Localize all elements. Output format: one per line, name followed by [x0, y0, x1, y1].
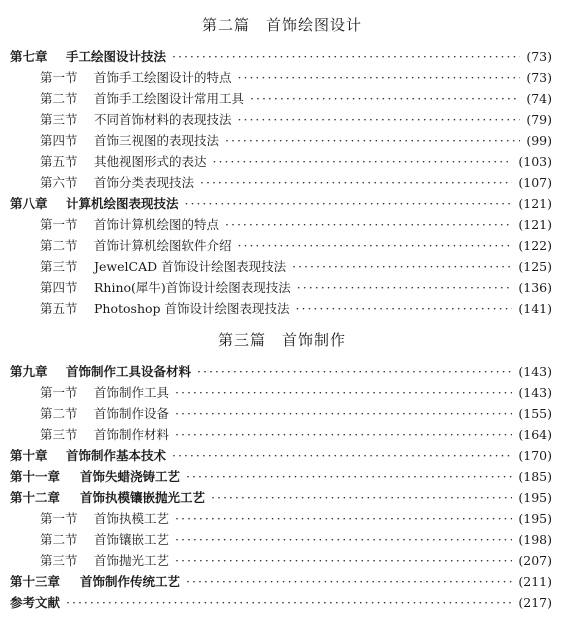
toc-section-row: [0, 236, 564, 256]
chapter-title: 手工绘图设计技法: [66, 49, 167, 64]
section-number: 第一节: [40, 385, 78, 400]
toc-section-row: [0, 257, 564, 277]
toc-section-row: [0, 173, 564, 193]
leader-dots: [292, 257, 512, 277]
toc-chapter-row: [0, 362, 564, 382]
page-number: (217): [518, 595, 552, 610]
page-number: (195): [518, 511, 552, 526]
leader-dots: [238, 68, 521, 88]
toc-section-row: [0, 404, 564, 424]
toc-references-row: [0, 593, 564, 613]
page-number: (73): [526, 70, 552, 85]
leader-dots: [185, 194, 513, 214]
chapter-number: 第十一章: [10, 469, 61, 484]
toc-section-row: [0, 530, 564, 550]
toc-section-row: [0, 89, 564, 109]
leader-dots: [186, 572, 512, 592]
leader-dots: [297, 278, 513, 298]
section-number: 第一节: [40, 217, 78, 232]
chapter-number: 第八章: [10, 196, 48, 211]
chapter-number: 第十章: [10, 448, 48, 463]
section-title: 首饰制作工具: [94, 385, 170, 400]
chapter-number: 第九章: [10, 364, 48, 379]
toc-chapter-row: [0, 488, 564, 508]
chapter-number: 第七章: [10, 49, 48, 64]
page-number: (143): [518, 364, 552, 379]
chapter-title: 计算机绘图表现技法: [66, 196, 179, 211]
section-number: 第二节: [40, 238, 78, 253]
page-number: (195): [518, 490, 552, 505]
toc-section-row: [0, 425, 564, 445]
page-number: (164): [518, 427, 552, 442]
leader-dots: [172, 446, 512, 466]
leader-dots: [250, 89, 520, 109]
page-number: (207): [518, 553, 552, 568]
toc-chapter-row: [0, 47, 564, 67]
section-number: 第六节: [40, 175, 78, 190]
chapter-number: 第十二章: [10, 490, 61, 505]
chapter-title: 首饰执模镶嵌抛光工艺: [80, 490, 206, 505]
page-number: (136): [518, 280, 552, 295]
leader-dots: [200, 173, 512, 193]
section-number: 第五节: [40, 154, 78, 169]
leader-dots: [175, 509, 512, 529]
section-title: 首饰制作设备: [94, 406, 170, 421]
page-number: (79): [526, 112, 552, 127]
section-title: 首饰计算机绘图软件介绍: [94, 238, 232, 253]
page-number: (141): [518, 301, 552, 316]
section-title: 不同首饰材料的表现技法: [94, 112, 232, 127]
page-number: (143): [518, 385, 552, 400]
section-number: 第二节: [40, 532, 78, 547]
leader-dots: [175, 404, 512, 424]
toc-section-row: [0, 68, 564, 88]
toc-section-row: [0, 551, 564, 571]
section-number: 第三节: [40, 427, 78, 442]
toc-section-row: [0, 152, 564, 172]
leader-dots: [175, 425, 512, 445]
page-number: (155): [518, 406, 552, 421]
toc-section-row: [0, 278, 564, 298]
leader-dots: [296, 299, 513, 319]
toc-chapter-row: [0, 446, 564, 466]
page-number: (211): [518, 574, 552, 589]
section-number: 第五节: [40, 301, 78, 316]
section-title: 首饰镶嵌工艺: [94, 532, 170, 547]
section-title: JewelCAD 首饰设计绘图表现技法: [94, 259, 287, 274]
toc-chapter-row: [0, 572, 564, 592]
toc-chapter-row: [0, 467, 564, 487]
page-number: (103): [518, 154, 552, 169]
page-number: (107): [518, 175, 552, 190]
section-title: 首饰计算机绘图的特点: [94, 217, 220, 232]
section-title: 首饰分类表现技法: [94, 175, 195, 190]
leader-dots: [225, 215, 512, 235]
leader-dots: [197, 362, 512, 382]
chapter-title: 首饰制作传统工艺: [80, 574, 181, 589]
section-title: 其他视图形式的表达: [94, 154, 207, 169]
section-title: 首饰三视图的表现技法: [94, 133, 220, 148]
toc-section-row: [0, 509, 564, 529]
page-number: (121): [518, 217, 552, 232]
section-title: 首饰抛光工艺: [94, 553, 170, 568]
leader-dots: [186, 467, 512, 487]
page-number: (198): [518, 532, 552, 547]
chapter-title: 首饰制作基本技术: [66, 448, 167, 463]
section-number: 第二节: [40, 91, 78, 106]
page-number: (74): [526, 91, 552, 106]
leader-dots: [66, 593, 512, 613]
leader-dots: [238, 110, 521, 130]
page-number: (122): [518, 238, 552, 253]
toc-section-row: [0, 131, 564, 151]
leader-dots: [175, 530, 512, 550]
section-title: 首饰制作材料: [94, 427, 170, 442]
leader-dots: [211, 488, 512, 508]
toc-section-row: [0, 299, 564, 319]
page-number: (170): [518, 448, 552, 463]
toc-section-row: [0, 215, 564, 235]
section-number: 第二节: [40, 406, 78, 421]
page-number: (73): [526, 49, 552, 64]
section-title: 首饰执模工艺: [94, 511, 170, 526]
page-number: (99): [526, 133, 552, 148]
references-title: 参考文献: [10, 595, 61, 610]
section-number: 第三节: [40, 553, 78, 568]
toc-section-row: [0, 110, 564, 130]
section-number: 第一节: [40, 70, 78, 85]
chapter-number: 第十三章: [10, 574, 61, 589]
page-number: (125): [518, 259, 552, 274]
part-title: 第二篇 首饰绘图设计: [201, 16, 362, 34]
chapter-title: 首饰制作工具设备材料: [66, 364, 192, 379]
leader-dots: [225, 131, 520, 151]
leader-dots: [175, 383, 512, 403]
section-title: Rhino(犀牛)首饰设计绘图表现技法: [94, 280, 291, 295]
section-number: 第一节: [40, 511, 78, 526]
toc-chapter-row: [0, 194, 564, 214]
leader-dots: [175, 551, 512, 571]
section-number: 第三节: [40, 259, 78, 274]
page-number: (121): [518, 196, 552, 211]
section-title: 首饰手工绘图设计常用工具: [94, 91, 245, 106]
leader-dots: [238, 236, 513, 256]
section-title: 首饰手工绘图设计的特点: [94, 70, 232, 85]
toc-section-row: [0, 383, 564, 403]
page-number: (185): [518, 469, 552, 484]
section-number: 第四节: [40, 280, 78, 295]
part-title: 第三篇 首饰制作: [217, 331, 346, 349]
section-number: 第四节: [40, 133, 78, 148]
section-title: Photoshop 首饰设计绘图表现技法: [94, 301, 290, 316]
section-number: 第三节: [40, 112, 78, 127]
leader-dots: [172, 47, 520, 67]
chapter-title: 首饰失蜡浇铸工艺: [80, 469, 181, 484]
leader-dots: [213, 152, 513, 172]
